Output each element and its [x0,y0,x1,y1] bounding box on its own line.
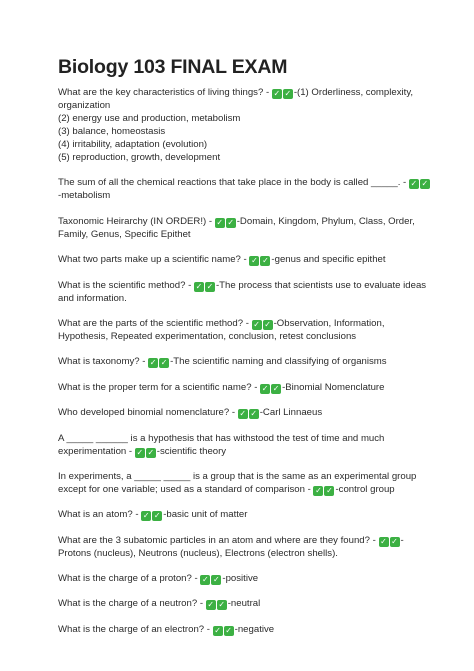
checkmark-icon: ✓ [272,383,280,393]
answer-line: (5) reproduction, growth, development [58,152,221,163]
checkmark-icon: ✓ [202,575,209,585]
qa-item [58,508,434,521]
qa-item [58,176,434,202]
answer-text: -Protons (nucleus), Neutrons (nucleus), Electrons (electron shells). [58,534,404,559]
checkmark-icon: ✓ [261,383,269,393]
checkmark-icon: ✓ [315,485,322,495]
qa-item [58,432,434,458]
checkmark-icon: ✓ [153,511,161,521]
answer-text: -genus and specific epithet [271,254,386,266]
page-title: Biology 103 FINAL EXAM [58,56,288,78]
question-text: Who developed binomial nomenclature? - [58,407,238,419]
question-text: A _____ ______ is a hypothesis that has withstood the test of time and much experimentation - [58,432,385,457]
qa-item [58,215,434,241]
checkmark-icon: ✓ [147,447,155,457]
answer-text: -neutral [227,598,261,610]
answer-text: -metabolism [58,190,111,202]
checkmark-icon: ✓ [250,409,258,419]
answer-text: -Binomial Nomenclature [282,381,385,393]
question-text: In experiments, a _____ _____ is a group that is the same as an experimental group except for one variable; used as a standard of comparison - [58,470,417,495]
qa-item [58,381,434,394]
question-text: Taxonomic Heirarchy (IN ORDER!) - [58,215,215,227]
question-text: What is the charge of a neutron? - [58,598,206,610]
qa-item [58,406,434,419]
question-text: What two parts make up a scientific name? - [58,254,250,266]
checkmark-icon: ✓ [206,281,214,291]
checkmark-icon: ✓ [227,217,235,227]
question-text: What is the charge of an electron? - [58,623,213,635]
qa-item [58,355,434,368]
answer-line: (2) energy use and production, metabolism [58,113,241,124]
checkmark-icon: ✓ [326,485,333,495]
question-text: What is taxonomy? - [58,356,149,368]
checkmark-icon: ✓ [380,536,387,546]
checkmark-icon: ✓ [264,319,271,329]
question-text: What are the 3 subatomic particles in an atom and where are they found? - [58,534,379,546]
checkmark-icon: ✓ [214,625,221,635]
answer-text: -basic unit of matter [163,509,248,521]
question-text: What are the parts of the scientific method? - [58,317,252,329]
answer-text: -Carl Linnaeus [259,407,323,419]
answer-text: -The scientific naming and classifying of organisms [170,356,387,368]
checkmark-icon: ✓ [262,256,269,266]
checkmark-icon: ✓ [218,600,226,610]
answer-text: -control group [335,483,395,495]
answer-text: -positive [222,573,259,585]
checkmark-icon: ✓ [391,536,398,546]
qa-item [58,572,434,585]
checkmark-icon: ✓ [216,217,224,227]
question-text: The sum of all the chemical reactions that take place in the body is called _____. - [58,177,409,189]
qa-item [58,623,434,636]
answer-line: (4) irritability, adaptation (evolution) [58,139,208,150]
checkmark-icon: ✓ [251,256,258,266]
answer-text: -(1) Orderliness, complexity, organization [58,87,414,111]
answer-text: -scientific theory [156,445,227,457]
question-text: What is the scientific method? - [58,279,194,291]
checkmark-icon: ✓ [160,358,168,368]
checkmark-icon: ✓ [136,447,144,457]
checkmark-icon: ✓ [410,179,418,189]
answer-text: -Observation, Information, Hypothesis, Repeated experimentation, conclusion, retest conclusions [58,317,385,342]
answer-text: -The process that scientists use to evaluate ideas and information. [58,279,427,304]
question-text: What is the proper term for a scientific name? - [58,381,261,393]
checkmark-icon: ✓ [213,575,220,585]
qa-item [58,470,434,496]
checkmark-icon: ✓ [225,625,232,635]
checkmark-icon: ✓ [142,511,150,521]
checkmark-icon: ✓ [421,179,429,189]
answer-text: -Domain, Kingdom, Phylum, Class, Order, Family, Genus, Specific Epithet [58,215,415,240]
question-text: What is the charge of a proton? - [58,573,201,585]
answer-text: -negative [234,623,275,635]
qa-item [58,534,434,560]
qa-list [58,86,434,636]
checkmark-icon: ✓ [273,89,281,98]
answer-line: (3) balance, homeostasis [58,126,166,137]
checkmark-icon: ✓ [239,409,247,419]
qa-item [58,86,434,164]
qa-item [58,279,434,305]
qa-item [58,253,434,266]
question-text: What are the key characteristics of living things? - [58,87,272,98]
qa-item [58,597,434,610]
checkmark-icon: ✓ [253,319,260,329]
question-text: What is an atom? - [58,509,142,521]
qa-item [58,317,434,343]
checkmark-icon: ✓ [207,600,215,610]
checkmark-icon: ✓ [195,281,203,291]
checkmark-icon: ✓ [149,358,157,368]
checkmark-icon: ✓ [284,89,292,98]
